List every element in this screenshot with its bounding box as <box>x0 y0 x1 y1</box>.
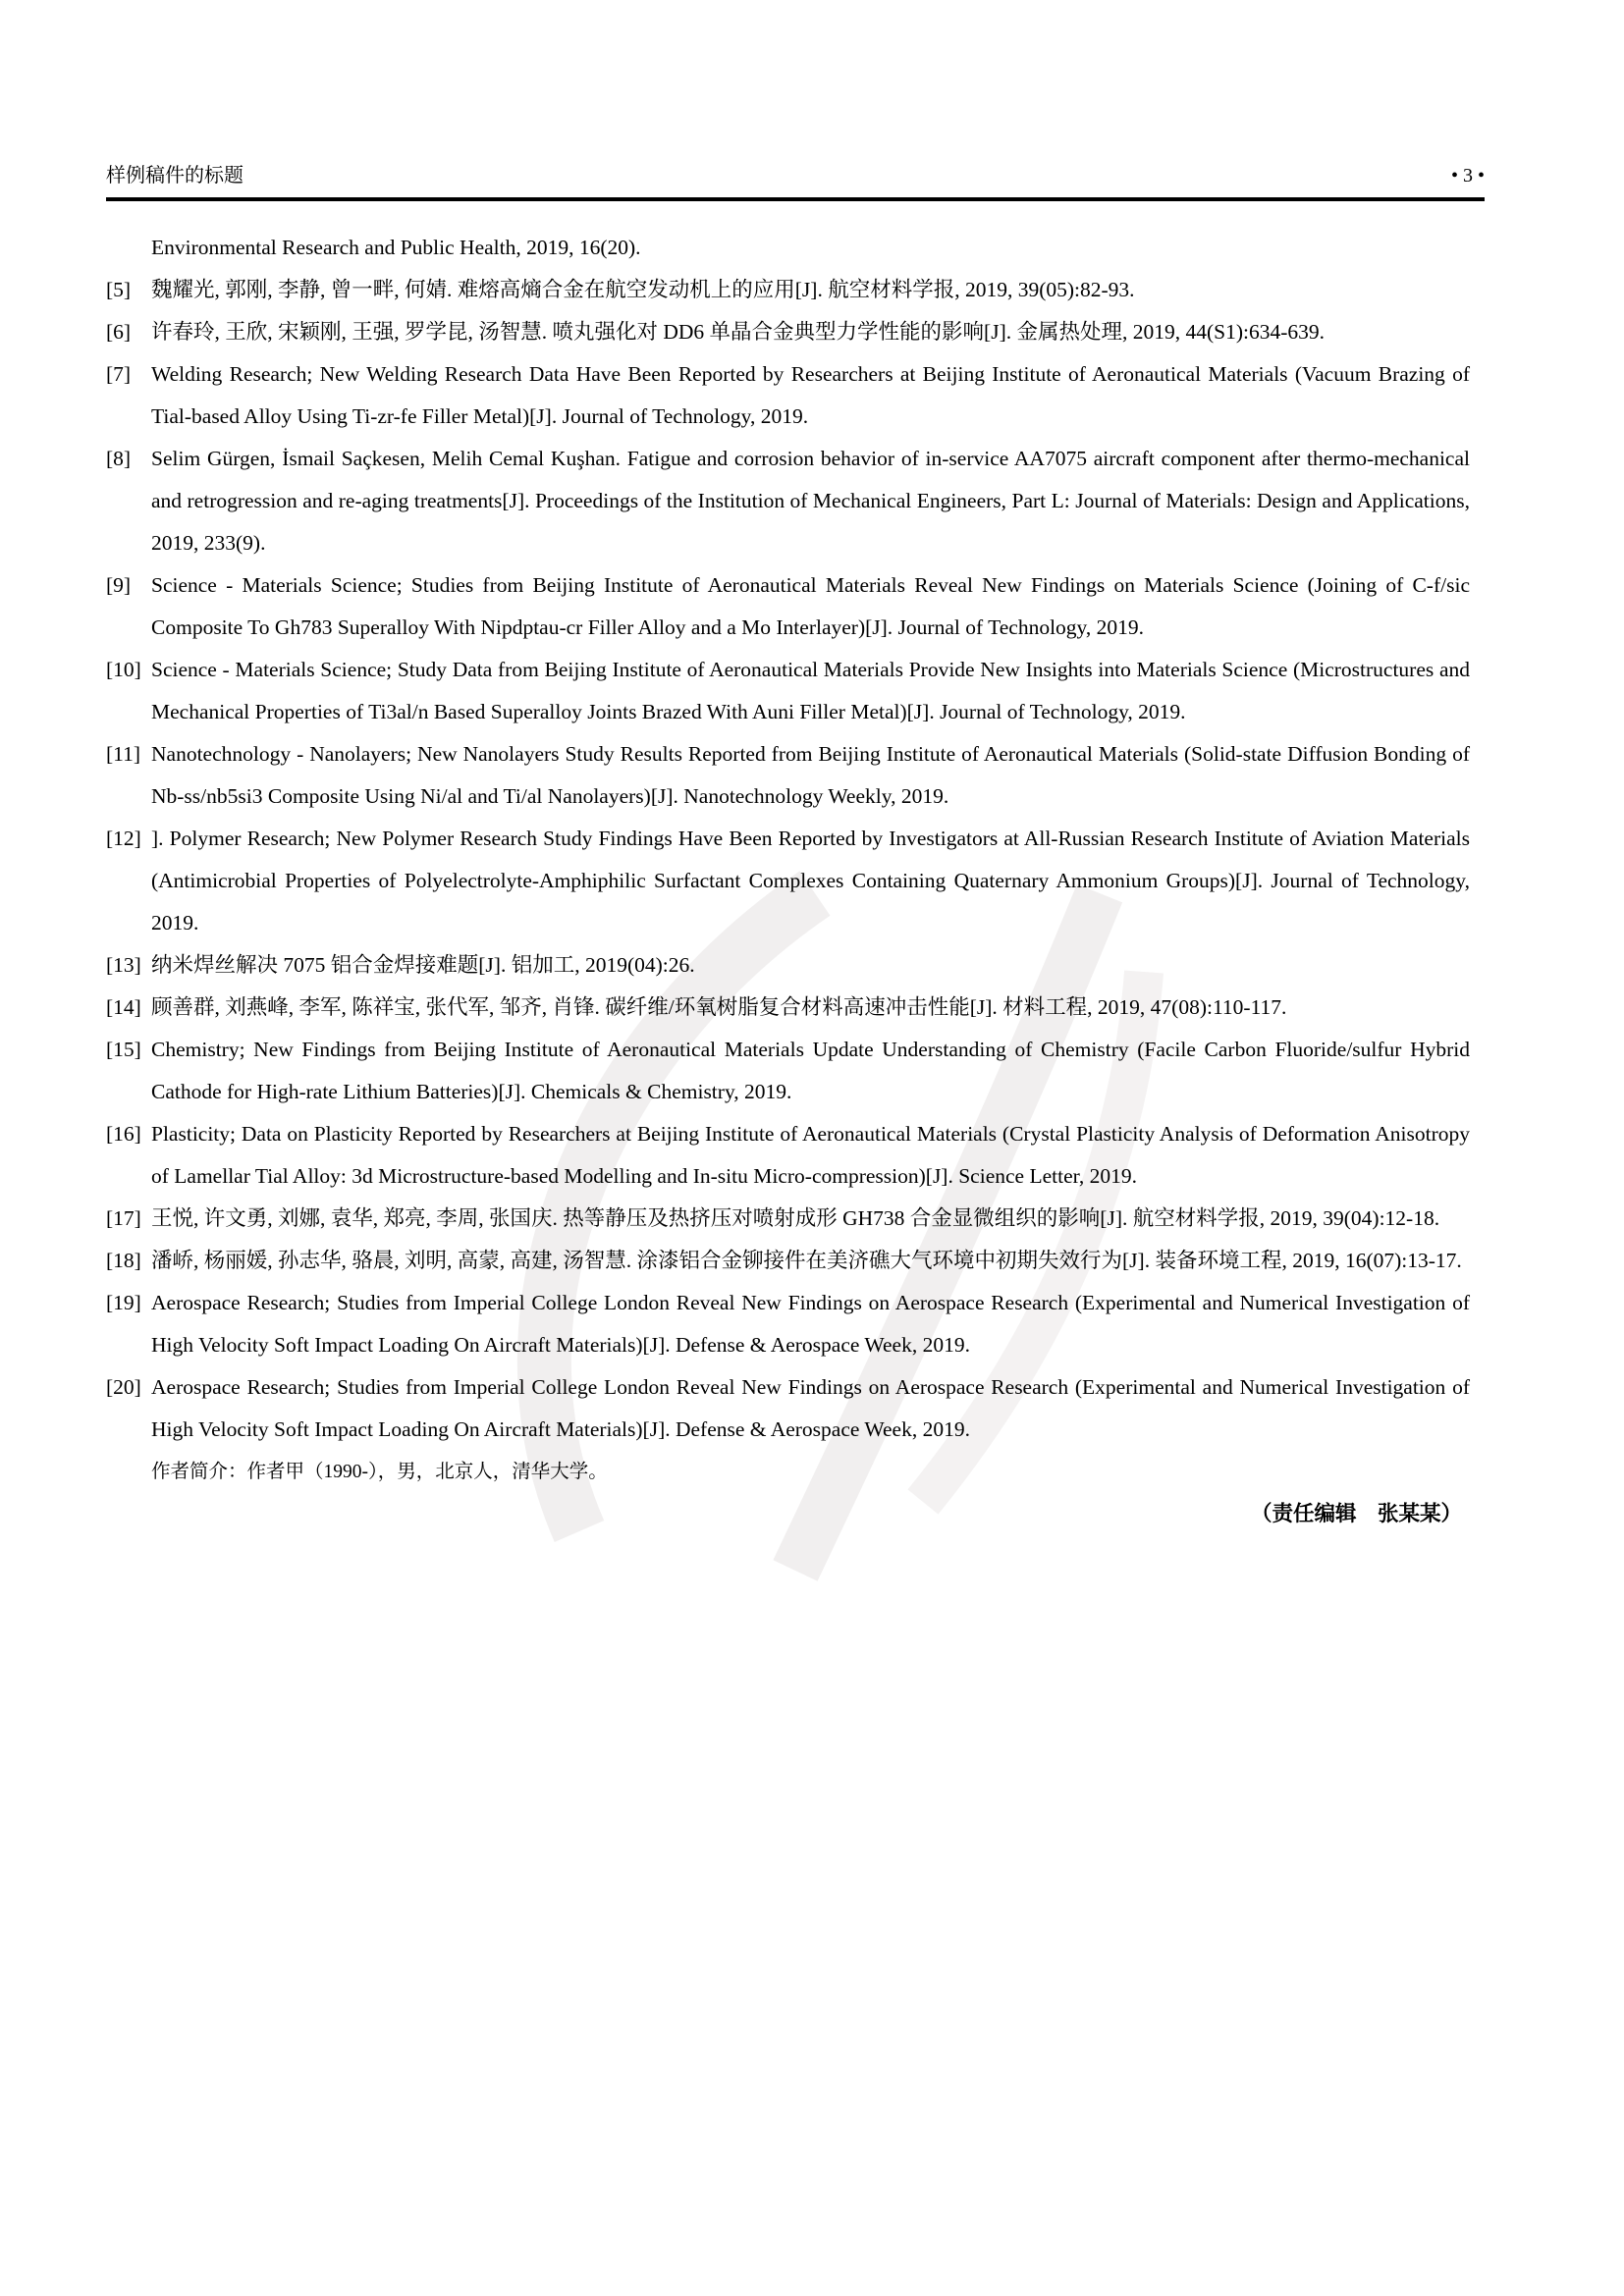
page-header <box>106 163 1485 188</box>
reference-label: [14] <box>106 995 141 1019</box>
running-title: 样例稿件的标题 <box>106 165 244 187</box>
reference-label: [9] <box>106 573 132 597</box>
reference-text: Plasticity; Data on Plasticity Reported by Researchers at Beijing Institute of Aeronautical Materials (Crystal Plasticity Analysis of Deformation Anisotropy of Lamellar Tial Alloy: 3d Microstructure-based Modelling and In-situ Micro-compression)[J]. Science Letter, 2019. <box>151 1122 1470 1188</box>
reference-item <box>106 438 1470 564</box>
reference-item <box>106 1366 1470 1451</box>
reference-text: Science - Materials Science; Study Data from Beijing Institute of Aeronautical Materials Provide New Insights into Materials Science (Microstructures and Mechanical Properties of Ti3al/n Based Superalloy Joints Brazed With Auni Filler Metal)[J]. Journal of Technology, 2019. <box>151 658 1470 723</box>
reference-item <box>106 1113 1470 1198</box>
reference-text: Chemistry; New Findings from Beijing Institute of Aeronautical Materials Update Understanding of Chemistry (Facile Carbon Fluoride/sulfur Hybrid Cathode for High-rate Lithium Batteries)[J]. Chemicals & Chemistry, 2019. <box>151 1038 1470 1103</box>
reference-text: 魏耀光, 郭刚, 李静, 曾一畔, 何婧. 难熔高熵合金在航空发动机上的应用[J]. 航空材料学报, 2019, 39(05):82-93. <box>151 278 1135 301</box>
reference-label: [10] <box>106 658 141 681</box>
reference-label: [17] <box>106 1206 141 1230</box>
reference-item <box>106 1029 1470 1113</box>
reference-label: [16] <box>106 1122 141 1146</box>
reference-item <box>106 311 1470 353</box>
reference-text: Nanotechnology - Nanolayers; New Nanolayers Study Results Reported from Beijing Institute of Aeronautical Materials (Solid-state Diffusion Bonding of Nb-ss/nb5si3 Composite Using Ni/al and Ti/al Nanolayers)[J]. Nanotechnology Weekly, 2019. <box>151 742 1470 808</box>
reference-item <box>106 818 1470 944</box>
reference-label: [19] <box>106 1291 141 1314</box>
reference-item <box>106 1240 1470 1282</box>
header-rule <box>106 197 1485 201</box>
reference-text: Aerospace Research; Studies from Imperial College London Reveal New Findings on Aerospace Research (Experimental and Numerical Investigation of High Velocity Soft Impact Loading On Aircraft Materials)[J]. Defense & Aerospace Week, 2019. <box>151 1375 1470 1441</box>
reference-label: [8] <box>106 447 132 470</box>
reference-label: [20] <box>106 1375 141 1399</box>
reference-item <box>106 353 1470 438</box>
reference-item <box>106 1198 1470 1240</box>
references-section <box>106 227 1470 1535</box>
reference-text: 许春玲, 王欣, 宋颖刚, 王强, 罗学昆, 汤智慧. 喷丸强化对 DD6 单晶合金典型力学性能的影响[J]. 金属热处理, 2019, 44(S1):634-639. <box>151 320 1326 344</box>
reference-item <box>106 269 1470 311</box>
reference-label: [15] <box>106 1038 141 1061</box>
reference-label: [11] <box>106 742 141 766</box>
reference-label: [7] <box>106 362 132 386</box>
reference-text: 纳米焊丝解决 7075 铝合金焊接难题[J]. 铝加工, 2019(04):26. <box>151 953 695 977</box>
reference-text: 潘峤, 杨丽媛, 孙志华, 骆晨, 刘明, 高蒙, 高建, 汤智慧. 涂漆铝合金铆接件在美济礁大气环境中初期失效行为[J]. 装备环境工程, 2019, 16(07):13-17. <box>151 1249 1462 1272</box>
reference-item <box>106 987 1470 1029</box>
reference-label: [13] <box>106 953 141 977</box>
editor-note: （责任编辑 张某某） <box>1250 1502 1462 1525</box>
reference-continuation: Environmental Research and Public Health, 2019, 16(20). <box>151 236 641 259</box>
page-number: • 3 • <box>1450 165 1485 187</box>
reference-label: [6] <box>106 320 132 344</box>
author-bio: 作者简介：作者甲（1990-），男，北京人，清华大学。 <box>151 1462 608 1482</box>
reference-item <box>106 944 1470 987</box>
reference-item <box>106 733 1470 818</box>
reference-label: [5] <box>106 278 132 301</box>
reference-text: 王悦, 许文勇, 刘娜, 袁华, 郑亮, 李周, 张国庆. 热等静压及热挤压对喷射成形 GH738 合金显微组织的影响[J]. 航空材料学报, 2019, 39(04):12-18. <box>151 1206 1440 1230</box>
reference-item <box>106 649 1470 733</box>
reference-text: 顾善群, 刘燕峰, 李军, 陈祥宝, 张代军, 邹齐, 肖锋. 碳纤维/环氧树脂复合材料高速冲击性能[J]. 材料工程, 2019, 47(08):110-117. <box>151 995 1287 1019</box>
reference-label: [12] <box>106 827 141 850</box>
reference-text: Selim Gürgen, İsmail Saçkesen, Melih Cemal Kuşhan. Fatigue and corrosion behavior of in-service AA7075 aircraft component after thermo-mechanical and retrogression and re-aging treatments[J]. Proceedings of the Institution of Mechanical Engineers, Part L: Journal of Materials: Design and Applications, 2019, 233(9). <box>151 447 1470 555</box>
reference-text: Science - Materials Science; Studies from Beijing Institute of Aeronautical Materials Reveal New Findings on Materials Science (Joining of C-f/sic Composite To Gh783 Superalloy With Nipdptau-cr Filler Alloy and a Mo Interlayer)[J]. Journal of Technology, 2019. <box>151 573 1470 639</box>
reference-label: [18] <box>106 1249 141 1272</box>
reference-text: ]. Polymer Research; New Polymer Research Study Findings Have Been Reported by Investigators at All-Russian Research Institute of Aviation Materials (Antimicrobial Properties of Polyelectrolyte-Amphiphilic Surfactant Complexes Containing Quaternary Ammonium Groups)[J]. Journal of Technology, 2019. <box>151 827 1470 934</box>
references-list <box>106 269 1470 1451</box>
reference-text: Aerospace Research; Studies from Imperial College London Reveal New Findings on Aerospace Research (Experimental and Numerical Investigation of High Velocity Soft Impact Loading On Aircraft Materials)[J]. Defense & Aerospace Week, 2019. <box>151 1291 1470 1357</box>
reference-item <box>106 564 1470 649</box>
reference-item <box>106 1282 1470 1366</box>
reference-text: Welding Research; New Welding Research Data Have Been Reported by Researchers at Beijing Institute of Aeronautical Materials (Vacuum Brazing of Tial-based Alloy Using Ti-zr-fe Filler Metal)[J]. Journal of Technology, 2019. <box>151 362 1470 428</box>
